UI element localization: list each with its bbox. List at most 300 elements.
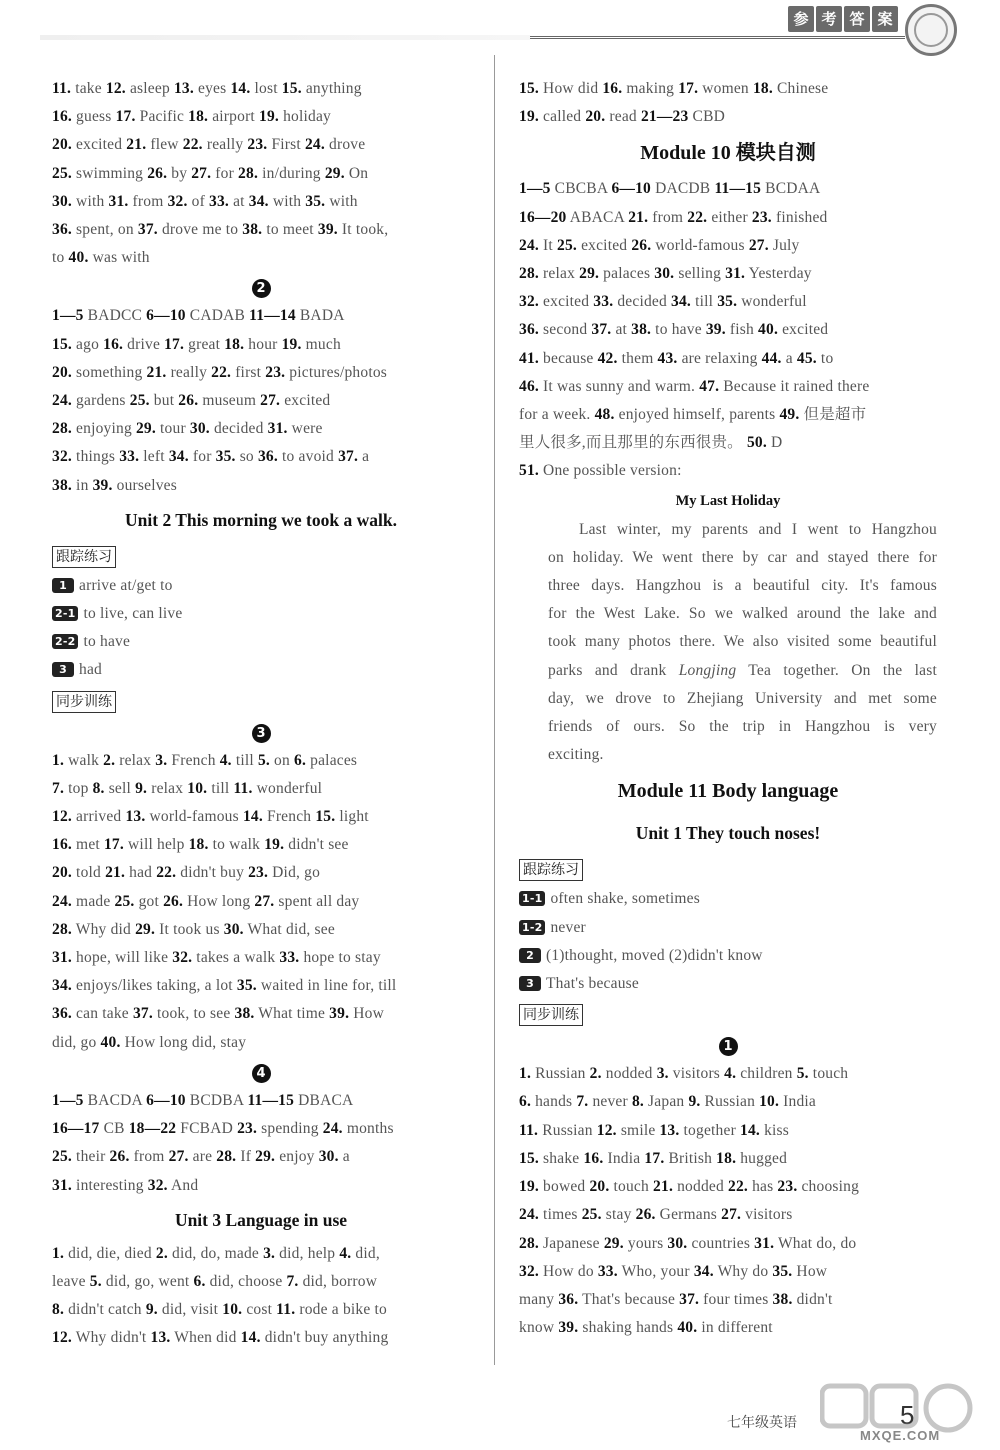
answer-text: really xyxy=(202,136,248,154)
answer-text: palaces xyxy=(306,751,358,769)
answer-text: holiday xyxy=(279,108,331,126)
answer-line xyxy=(519,232,937,260)
answer-text: did, help xyxy=(275,1244,340,1262)
answer-text: hope to stay xyxy=(299,949,381,967)
item-number: 9. xyxy=(135,779,148,797)
item-number: 22. xyxy=(182,136,203,154)
item-number: 36. xyxy=(52,1005,72,1023)
answer-text: at xyxy=(229,192,249,210)
answer-text: tour xyxy=(155,420,190,438)
item-number: 13. xyxy=(125,808,146,826)
item-number: 36. xyxy=(519,321,539,339)
answer-text: Why didn't xyxy=(71,1329,151,1347)
answer-text: from xyxy=(128,192,168,210)
answer-text: India xyxy=(779,1093,817,1111)
answer-text: It took, xyxy=(337,221,389,239)
item-number: 35. xyxy=(772,1262,793,1280)
answer-line xyxy=(519,1117,937,1145)
answer-text: bowed xyxy=(538,1178,590,1196)
item-number: 18. xyxy=(716,1149,737,1167)
item-number: 34. xyxy=(168,448,189,466)
item-number: 40. xyxy=(677,1319,698,1337)
header-rule xyxy=(40,32,905,42)
item-number: 16. xyxy=(602,80,623,97)
section-marker xyxy=(52,1057,470,1087)
answer-text: swimming xyxy=(71,164,148,182)
answer-text: airport xyxy=(208,108,260,126)
answer-text: either xyxy=(707,208,752,226)
item-number: 38. xyxy=(242,221,263,239)
item-number: 33. xyxy=(597,1262,618,1280)
answer-text: DACDB xyxy=(651,180,715,198)
essay-line xyxy=(519,713,937,741)
answer-text: BADA xyxy=(295,307,345,325)
answer-text: months xyxy=(342,1120,394,1138)
item-number: 37. xyxy=(679,1290,700,1308)
section-marker xyxy=(52,272,470,302)
answer-text: told xyxy=(71,864,106,882)
item-number: 11—15 xyxy=(247,1091,295,1109)
answer-line xyxy=(52,387,470,415)
section-label-row xyxy=(52,685,470,717)
answer-text: often shake, sometimes xyxy=(550,890,700,908)
answer-line xyxy=(519,1145,937,1173)
answer-text: First xyxy=(267,136,305,154)
answer-text: Why did xyxy=(71,920,136,938)
item-number: 12. xyxy=(52,808,72,826)
item-number: 32. xyxy=(147,1176,168,1194)
answer-line xyxy=(519,373,937,401)
item-number: 21. xyxy=(126,136,147,154)
answer-line xyxy=(52,244,470,272)
item-number: 25. xyxy=(114,892,135,910)
answer-text: first xyxy=(231,363,266,381)
answer-text: BACDA xyxy=(83,1091,147,1109)
item-number: 8. xyxy=(52,1301,65,1319)
item-number: 29. xyxy=(603,1234,624,1252)
item-number: 14. xyxy=(740,1121,760,1139)
answer-text: in different xyxy=(697,1319,773,1337)
item-number: 30. xyxy=(654,265,675,283)
item-number: 21. xyxy=(105,864,126,882)
answer-line xyxy=(52,131,470,159)
item-number: 37. xyxy=(137,221,158,239)
header-double-line xyxy=(530,36,905,39)
item-number: 3. xyxy=(656,1065,669,1083)
practice-line xyxy=(519,942,937,970)
item-number: 20. xyxy=(52,363,72,381)
item-number: 30. xyxy=(318,1148,339,1166)
item-number: 36. xyxy=(558,1290,579,1308)
item-number: 13. xyxy=(173,80,194,97)
answer-text: had xyxy=(79,661,102,679)
item-number: 14. xyxy=(242,808,263,826)
item-number: 5. xyxy=(89,1272,102,1290)
answer-text: didn't catch xyxy=(64,1301,146,1319)
answer-text: world-famous xyxy=(651,236,749,254)
answer-text: Did, go xyxy=(268,864,321,882)
item-number: 49. xyxy=(779,406,800,424)
section-label-row xyxy=(519,998,937,1030)
answer-text: nodded xyxy=(673,1178,729,1196)
section-label: 同步训练 xyxy=(52,691,116,713)
item-number: 34. xyxy=(248,192,269,210)
item-number: 19. xyxy=(264,836,285,854)
answer-text: spending xyxy=(257,1120,323,1138)
answer-line xyxy=(519,316,937,344)
item-number: 33. xyxy=(209,192,230,210)
item-number: 25. xyxy=(52,1148,72,1166)
answer-text: wonderful xyxy=(252,779,323,797)
answer-text: excited xyxy=(280,392,331,410)
item-number: 7. xyxy=(286,1272,299,1290)
answer-text: did, choose xyxy=(205,1272,287,1290)
answer-text: to live, can live xyxy=(83,605,183,623)
answer-line xyxy=(52,1268,470,1296)
essay-line xyxy=(519,741,937,769)
item-number: 24. xyxy=(52,892,72,910)
answer-text: If xyxy=(236,1148,256,1166)
item-number: 35. xyxy=(236,977,257,995)
practice-line xyxy=(52,628,470,656)
answer-text: till xyxy=(691,293,718,311)
item-number: 5. xyxy=(257,751,270,769)
item-number: 31. xyxy=(754,1234,775,1252)
answer-text: That's because xyxy=(578,1290,680,1308)
item-number: 43. xyxy=(657,349,678,367)
item-number: 18. xyxy=(752,80,773,97)
item-number: 13. xyxy=(150,1329,171,1347)
answer-text: great xyxy=(184,335,225,353)
answer-text: to have xyxy=(83,633,131,651)
item-number: 35. xyxy=(717,293,738,311)
item-number: 15. xyxy=(315,808,336,826)
item-number: 18—22 xyxy=(128,1120,177,1138)
answer-text: FCBAD xyxy=(176,1120,238,1138)
answer-line xyxy=(52,443,470,471)
answer-text: till xyxy=(231,751,258,769)
item-number: 31. xyxy=(267,420,288,438)
answer-text: countries xyxy=(687,1234,755,1252)
item-number: 11—15 xyxy=(714,180,762,198)
item-number: 2. xyxy=(155,1244,168,1262)
italic-text: Longjing xyxy=(678,661,737,679)
item-number: 24. xyxy=(304,136,325,154)
item-number: 19. xyxy=(259,108,279,126)
answer-text: excited xyxy=(71,136,127,154)
section-label: 同步训练 xyxy=(519,1004,583,1026)
answer-text: What did, see xyxy=(243,920,335,938)
answer-line xyxy=(52,888,470,916)
answer-line xyxy=(52,859,470,887)
item-number: 21. xyxy=(628,208,649,226)
section-label: 跟踪练习 xyxy=(52,546,116,568)
section-number-badge: 3 xyxy=(252,724,271,743)
essay-line xyxy=(519,544,937,572)
answer-text: making xyxy=(622,80,679,97)
answer-text: choosing xyxy=(797,1178,860,1196)
page-number: 5 xyxy=(900,1400,915,1430)
answer-text: Russian xyxy=(700,1093,760,1111)
item-number: 31. xyxy=(725,265,746,283)
item-number: 21—23 xyxy=(640,108,689,126)
item-number: 15. xyxy=(281,80,302,97)
answer-text: BCDBA xyxy=(185,1091,248,1109)
essay-line xyxy=(519,572,937,600)
answer-text: drive xyxy=(123,335,165,353)
item-number: 10. xyxy=(222,1301,243,1319)
item-number: 26. xyxy=(163,892,184,910)
answer-line xyxy=(52,775,470,803)
answer-text: CB xyxy=(99,1120,129,1138)
item-number: 24. xyxy=(519,236,539,254)
essay-line xyxy=(519,685,937,713)
item-number: 15. xyxy=(519,1149,539,1167)
item-number: 17. xyxy=(644,1149,665,1167)
item-number: 30. xyxy=(189,420,210,438)
item-number: 46. xyxy=(519,377,539,395)
answer-text: DBACA xyxy=(294,1091,354,1109)
answer-text: hugged xyxy=(736,1149,788,1167)
item-number: 23. xyxy=(777,1178,798,1196)
answer-text: visitors xyxy=(741,1206,793,1224)
answer-text: decided xyxy=(209,420,268,438)
item-number: 4. xyxy=(339,1244,352,1262)
answer-text: called xyxy=(538,108,586,126)
answer-text: Tea together. On the last xyxy=(736,661,937,679)
answer-line xyxy=(519,1173,937,1201)
question-tag: 3 xyxy=(519,976,541,991)
answer-text: take xyxy=(71,80,106,97)
item-number: 27. xyxy=(254,892,275,910)
answer-text: did, go xyxy=(52,1033,101,1051)
item-number: 28. xyxy=(52,420,72,438)
answer-text: What do, do xyxy=(774,1234,857,1252)
answer-text: made xyxy=(71,892,115,910)
answer-line xyxy=(52,415,470,443)
answer-text: second xyxy=(538,321,592,339)
essay-line xyxy=(519,657,937,685)
answer-text: smile xyxy=(616,1121,660,1139)
answer-line xyxy=(52,1324,470,1352)
item-number: 37. xyxy=(591,321,612,339)
item-number: 1. xyxy=(519,1065,532,1083)
item-number: 10. xyxy=(759,1093,780,1111)
item-number: 13. xyxy=(659,1121,680,1139)
answer-line xyxy=(52,1087,470,1115)
footer-subject: 七年级英语 xyxy=(727,1415,797,1431)
answer-text: because xyxy=(538,349,598,367)
item-number: 12. xyxy=(105,80,126,97)
answer-line xyxy=(519,1258,937,1286)
answer-text: visitors xyxy=(668,1065,725,1083)
answer-text: decided xyxy=(613,293,672,311)
item-number: 39. xyxy=(92,476,113,494)
item-number: 21. xyxy=(653,1178,674,1196)
answer-text: shaking hands xyxy=(578,1319,678,1337)
answer-text: are relaxing xyxy=(677,349,762,367)
answer-text: at xyxy=(611,321,632,339)
unit-title: Unit 3 Language in use xyxy=(174,1209,348,1230)
item-number: 28. xyxy=(216,1148,237,1166)
item-number: 14. xyxy=(240,1329,261,1347)
item-number: 26. xyxy=(635,1206,656,1224)
answer-text: D xyxy=(766,434,783,452)
answer-text: their xyxy=(71,1148,110,1166)
answer-text: enjoyed himself, parents xyxy=(614,406,780,424)
answer-text: did, borrow xyxy=(298,1272,378,1290)
answer-text: And xyxy=(167,1176,199,1194)
item-number: 19. xyxy=(519,1178,539,1196)
practice-line xyxy=(519,885,937,913)
answer-text: CBCBA xyxy=(550,180,612,198)
practice-line xyxy=(52,656,470,684)
answer-text: times xyxy=(538,1206,582,1224)
item-number: 16. xyxy=(52,836,72,854)
item-number: 21. xyxy=(146,363,167,381)
answer-text: never xyxy=(550,918,586,936)
section-label: 跟踪练习 xyxy=(519,859,583,881)
answer-text: relax xyxy=(147,779,188,797)
answer-text: hour xyxy=(244,335,282,353)
answer-text: till xyxy=(207,779,234,797)
answer-text: got xyxy=(134,892,164,910)
answer-text: pictures/photos xyxy=(285,363,388,381)
item-number: 37. xyxy=(338,448,359,466)
answer-text: really xyxy=(166,363,212,381)
answer-text: Who, your xyxy=(617,1262,694,1280)
answer-text: stay xyxy=(601,1206,636,1224)
answer-line xyxy=(52,972,470,1000)
practice-line xyxy=(519,970,937,998)
item-number: 47. xyxy=(699,377,720,395)
item-number: 3. xyxy=(263,1244,276,1262)
answer-text: excited xyxy=(577,236,632,254)
answer-text: yours xyxy=(623,1234,668,1252)
item-number: 29. xyxy=(135,920,156,938)
item-number: 28. xyxy=(519,1234,539,1252)
answer-text: asleep xyxy=(125,80,174,97)
item-number: 17. xyxy=(103,836,124,854)
answer-text: day, we drove to Zhejiang University and met some xyxy=(548,689,937,707)
answer-line xyxy=(519,1314,937,1342)
item-number: 27. xyxy=(721,1206,742,1224)
answer-text: to walk xyxy=(208,836,265,854)
item-number: 17. xyxy=(115,108,136,126)
item-number: 24. xyxy=(519,1206,539,1224)
answer-text: with xyxy=(71,192,109,210)
answer-text: BCDAA xyxy=(761,180,821,198)
answer-text: for xyxy=(188,448,216,466)
item-number: 44. xyxy=(761,349,782,367)
item-number: 50. xyxy=(746,434,767,452)
section-label-row xyxy=(519,853,937,885)
answer-text: read xyxy=(605,108,641,126)
item-number: 20. xyxy=(585,108,606,126)
seal-logo-icon xyxy=(905,4,957,56)
item-number: 3. xyxy=(155,751,168,769)
answer-text: four times xyxy=(699,1290,773,1308)
answer-text: excited xyxy=(778,321,829,339)
question-tag: 2-2 xyxy=(52,634,78,649)
answer-text: arrive at/get to xyxy=(79,576,173,594)
answer-text: ourselves xyxy=(112,476,177,494)
answer-text: 里人很多,而且那里的东西很贵。 xyxy=(519,434,747,452)
item-number: 9. xyxy=(145,1301,158,1319)
item-number: 23. xyxy=(237,1120,258,1138)
answer-text: French xyxy=(262,808,316,826)
item-number: 24. xyxy=(322,1120,343,1138)
answer-text: in xyxy=(71,476,93,494)
item-number: 38. xyxy=(631,321,652,339)
answer-line xyxy=(519,260,937,288)
question-tag: 1 xyxy=(52,578,74,593)
item-number: 12. xyxy=(596,1121,617,1139)
answer-text: Why do xyxy=(713,1262,773,1280)
item-number: 39. xyxy=(705,321,726,339)
answer-line xyxy=(52,216,470,244)
item-number: 37. xyxy=(132,1005,153,1023)
answer-text: of xyxy=(187,192,210,210)
answer-text: nodded xyxy=(601,1065,657,1083)
section-marker xyxy=(519,1030,937,1060)
answer-text: but xyxy=(149,392,179,410)
answer-text: children xyxy=(736,1065,797,1083)
answer-text: did, do, made xyxy=(167,1244,264,1262)
answer-text: drove me to xyxy=(157,221,243,239)
answer-text: kiss xyxy=(760,1121,789,1139)
answer-line xyxy=(52,103,470,131)
answer-text: never xyxy=(588,1093,632,1111)
item-number: 36. xyxy=(52,221,72,239)
answer-text: women xyxy=(698,80,753,97)
answer-line xyxy=(52,1296,470,1324)
answer-text: wonderful xyxy=(737,293,807,311)
item-number: 51. xyxy=(519,462,539,480)
item-number: 6. xyxy=(519,1093,532,1111)
answer-text: BADCC xyxy=(83,307,147,325)
item-number: 40. xyxy=(100,1033,121,1051)
answer-text: are xyxy=(188,1148,217,1166)
answer-text: enjoying xyxy=(71,420,136,438)
item-number: 20. xyxy=(589,1178,610,1196)
item-number: 5. xyxy=(796,1065,809,1083)
answer-text: had xyxy=(125,864,157,882)
answer-text: Yesterday xyxy=(745,265,812,283)
answer-line xyxy=(52,359,470,387)
answer-text: One possible version: xyxy=(538,462,682,480)
section-number-badge: 2 xyxy=(252,279,271,298)
item-number: 16. xyxy=(103,335,124,353)
answer-text: Last winter, my parents and I went to Hangzhou xyxy=(579,520,937,538)
answer-text: world-famous xyxy=(145,808,243,826)
answer-text: for the West Lake. So we walked around the lake and xyxy=(548,605,937,623)
answer-line xyxy=(52,472,470,500)
answer-text: did, xyxy=(351,1244,380,1262)
item-number: 36. xyxy=(257,448,278,466)
answer-text: Russian xyxy=(538,1121,597,1139)
item-number: 14. xyxy=(230,80,251,97)
item-number: 26. xyxy=(178,392,199,410)
answer-key-badge xyxy=(788,6,898,32)
item-number: 34. xyxy=(52,977,72,995)
item-number: 2. xyxy=(103,751,116,769)
item-number: 29. xyxy=(135,420,156,438)
item-number: 23. xyxy=(265,363,286,381)
answer-text: to xyxy=(52,249,69,267)
answer-text: Chinese xyxy=(772,80,829,97)
answer-text: by xyxy=(167,164,192,182)
